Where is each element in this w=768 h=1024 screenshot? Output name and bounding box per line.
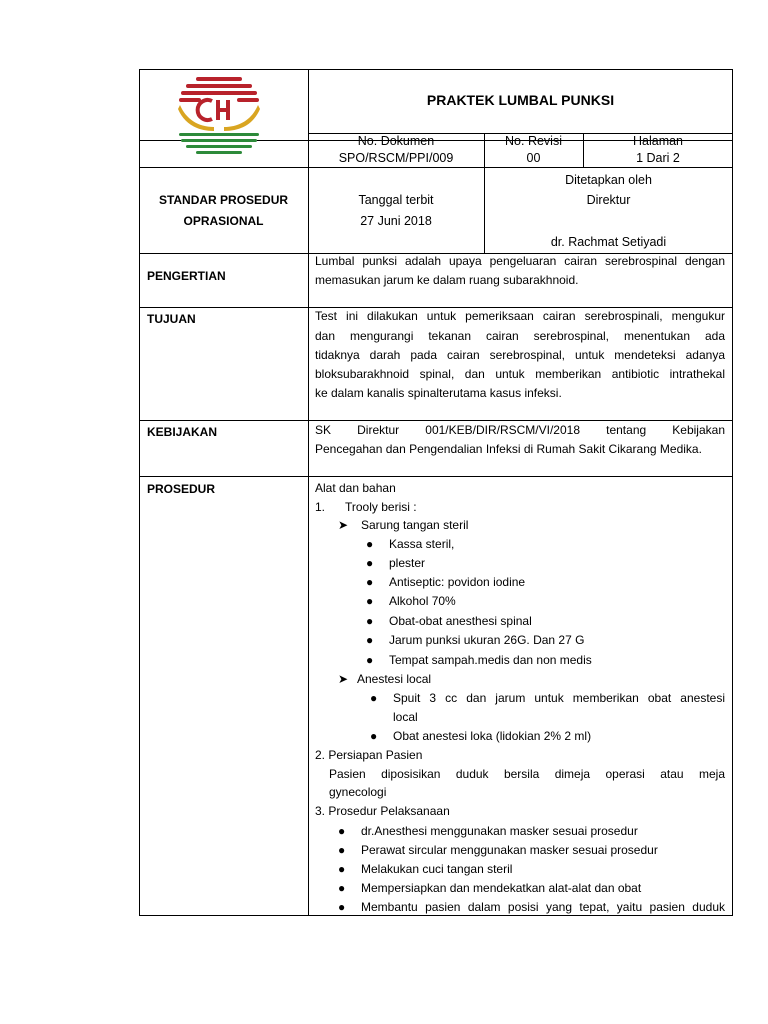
tujuan-line: dan mengurangi tekanan cairan serebrospinal, menentukan ada <box>315 329 725 343</box>
no-dokumen-label: No. Dokumen <box>357 134 435 148</box>
sub1-item: Obat-obat anesthesi spinal <box>389 614 532 628</box>
bullet-icon: ● <box>366 537 374 551</box>
sub1-item: Kassa steril, <box>389 537 455 551</box>
no-revisi-value: 00 <box>526 151 541 165</box>
arrow-bullet-icon: ➤ <box>338 672 349 686</box>
bullet-icon: ● <box>366 614 374 628</box>
bullet-icon: ● <box>338 843 346 857</box>
pengertian-line: memasukan jarum ke dalam ruang subarakhnoid. <box>315 273 579 287</box>
kebijakan-line: SK Direktur 001/KEB/DIR/RSCM/VI/2018 tentang Kebijakan <box>315 423 725 437</box>
item2-text-continuation: gynecologi <box>329 785 387 799</box>
alat-bahan-heading: Alat dan bahan <box>315 481 396 495</box>
hospital-logo <box>176 75 262 157</box>
bullet-icon: ● <box>338 900 346 914</box>
item3-step: dr.Anesthesi menggunakan masker sesuai prosedur <box>361 824 638 838</box>
item3-step: Perawat sircular menggunakan masker sesuai prosedur <box>361 843 658 857</box>
item1-number: 1. <box>315 500 326 514</box>
sub2-item-continuation: local <box>393 710 418 724</box>
ditetapkan-name: dr. Rachmat Setiyadi <box>550 235 667 249</box>
ditetapkan-label: Ditetapkan oleh <box>565 173 652 187</box>
kebijakan-label: KEBIJAKAN <box>147 425 218 439</box>
tanggal-value: 27 Juni 2018 <box>360 214 432 228</box>
item3-step: Melakukan cuci tangan steril <box>361 862 513 876</box>
pengertian-line: Lumbal punksi adalah upaya pengeluaran cairan serebrospinal dengan <box>315 254 725 268</box>
tanggal-label: Tanggal terbit <box>358 193 434 207</box>
item2-label: 2. Persiapan Pasien <box>315 748 423 762</box>
bullet-icon: ● <box>366 633 374 647</box>
bullet-icon: ● <box>370 691 378 705</box>
tujuan-label: TUJUAN <box>147 312 196 326</box>
pengertian-label: PENGERTIAN <box>147 269 226 283</box>
item3-label: 3. Prosedur Pelaksanaan <box>315 804 450 818</box>
ditetapkan-role: Direktur <box>586 193 631 207</box>
tujuan-line: bloksubarakhnoid spinal, dan untuk memberikan antibiotic intrathekal <box>315 367 725 381</box>
no-dokumen-value: SPO/RSCM/PPI/009 <box>338 151 454 165</box>
row-divider <box>139 476 733 477</box>
bullet-icon: ● <box>338 881 346 895</box>
item2-text: Pasien diposisikan duduk bersila dimeja operasi atau meja <box>329 767 725 781</box>
sub1-item: Tempat sampah.medis dan non medis <box>389 653 592 667</box>
arrow-bullet-icon: ➤ <box>338 518 349 532</box>
sub1-item: Antiseptic: povidon iodine <box>389 575 526 589</box>
no-revisi-label: No. Revisi <box>505 134 562 148</box>
item3-step: Mempersiapkan dan mendekatkan alat-alat dan obat <box>361 881 642 895</box>
tujuan-line: tidaknya darah pada cairan serebrospinal, untuk mendeteksi adanya <box>315 348 725 362</box>
spo-label-line1: STANDAR PROSEDUR <box>158 193 289 207</box>
item1-label: Trooly berisi : <box>345 500 417 514</box>
sub1-item: Alkohol 70% <box>389 594 456 608</box>
bullet-icon: ● <box>338 862 346 876</box>
item3-step: Membantu pasien dalam posisi yang tepat, yaitu pasien duduk <box>361 900 725 914</box>
sub2-item: Obat anestesi loka (lidokian 2% 2 ml) <box>393 729 592 743</box>
bullet-icon: ● <box>338 824 346 838</box>
sub1-label: Sarung tangan steril <box>361 518 469 532</box>
tujuan-line: ke dalam kanalis spinalterutama kasus infeksi. <box>315 386 562 400</box>
spo-label-line2: OPRASIONAL <box>183 214 264 228</box>
tujuan-line: Test ini dilakukan untuk pemeriksaan cairan serebrospinali, mengukur <box>315 309 725 323</box>
sub1-item: plester <box>389 556 426 570</box>
sub2-label: Anestesi local <box>357 672 432 686</box>
sub1-item: Jarum punksi ukuran 26G. Dan 27 G <box>389 633 585 647</box>
bullet-icon: ● <box>370 729 378 743</box>
bullet-icon: ● <box>366 594 374 608</box>
bullet-icon: ● <box>366 653 374 667</box>
document-title: PRAKTEK LUMBAL PUNKSI <box>426 92 615 108</box>
kebijakan-line: Pencegahan dan Pengendalian Infeksi di Rumah Sakit Cikarang Medika. <box>315 442 702 456</box>
halaman-label: Halaman <box>632 134 684 148</box>
prosedur-label: PROSEDUR <box>147 482 216 496</box>
sub2-item: Spuit 3 cc dan jarum untuk memberikan obat anestesi <box>393 691 725 705</box>
bullet-icon: ● <box>366 556 374 570</box>
halaman-value: 1 Dari 2 <box>636 151 680 165</box>
bullet-icon: ● <box>366 575 374 589</box>
